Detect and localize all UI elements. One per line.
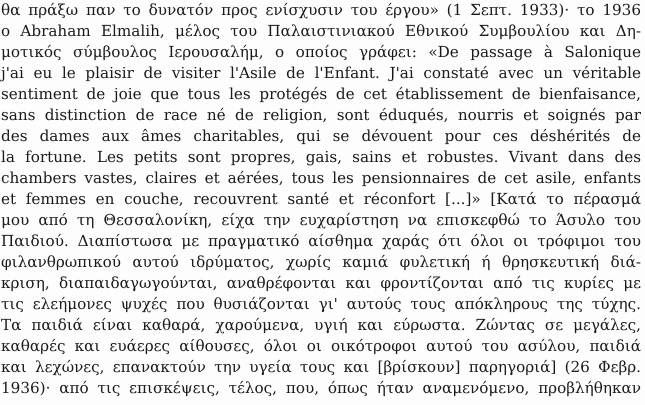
text-line-8: la fortune. Les petits sont propres, gais, sains et robustes. Vivant dans des <box>1 148 641 166</box>
text-line-1: θα πράξω παν το δυνατόν προς ενίσχυσιν του έργου» (1 Σεπτ. 1933)· το 1936 <box>1 1 641 19</box>
text-line-14: κριση, διαπαιδαγωγούνται, αναθρέφονται και φροντίζονται από τις κυρίες με <box>1 274 641 292</box>
text-line-6: sans distinction de race né de religion, sont éduqués, nourris et soignés par <box>1 106 641 124</box>
text-line-9: chambers vastes, claires et aérées, tous les pensionnaires de cet asile, enfants <box>1 169 641 187</box>
text-line-10: et femmes en couche, recouvrent santé et réconfort [...]» [Κατά το πέρασμά <box>1 190 641 208</box>
text-line-13: φιλανθρωπικού αυτού ιδρύματος, χωρίς καμιά φυλετική ή θρησκευτική διά- <box>1 253 641 271</box>
text-line-5: sentiment de joie que tous les protégés de cet établissement de bienfaisance, <box>1 85 641 103</box>
text-line-11: μου από τη Θεσσαλονίκη, είχα την ευχαρίστηση να επισκεφθώ το Άσυλο του <box>1 211 641 229</box>
text-line-12: Παιδιού. Διαπίστωσα με πραγματικό αίσθημα χαράς ότι όλοι οι τρόφιμοι του <box>1 232 641 250</box>
text-line-15: τις ελεήμονες ψυχές που θυσιάζονται γι' αυτούς τους απόκληρους της τύχης. <box>1 295 641 313</box>
text-line-4: j'ai eu le plaisir de visiter l'Asile de l'Enfant. J'ai constaté avec un véritable <box>1 64 641 82</box>
text-line-19: 1936)· από τις επισκέψεις, τέλος, που, όπως ήταν αναμενόμενο, προβλήθηκαν <box>1 379 641 397</box>
text-line-7: des dames aux âmes charitables, qui se dévouent pour ces déshérités de <box>1 127 641 145</box>
text-line-2: ο Abraham Elmalih, μέλος του Παλαιστινιακού Εθνικού Συμβουλίου και Δη- <box>1 22 641 40</box>
text-line-17: καθαρές και ευάερες αίθουσες, όλοι οι οικότροφοι αυτού του ασύλου, παιδιά <box>1 337 641 355</box>
text-line-16: Τα παιδιά είναι καθαρά, χαρούμενα, υγιή και εύρωστα. Ζώντας σε μεγάλες, <box>1 316 641 334</box>
text-line-18: και λεχώνες, επανακτούν την υγεία τους και [βρίσκουν] παρηγοριά] (26 Φεβρ. <box>1 358 641 376</box>
text-line-3: μοτικός σύμβουλος Ιερουσαλήμ, ο οποίος γράφει: «De passage à Salonique <box>1 43 641 61</box>
